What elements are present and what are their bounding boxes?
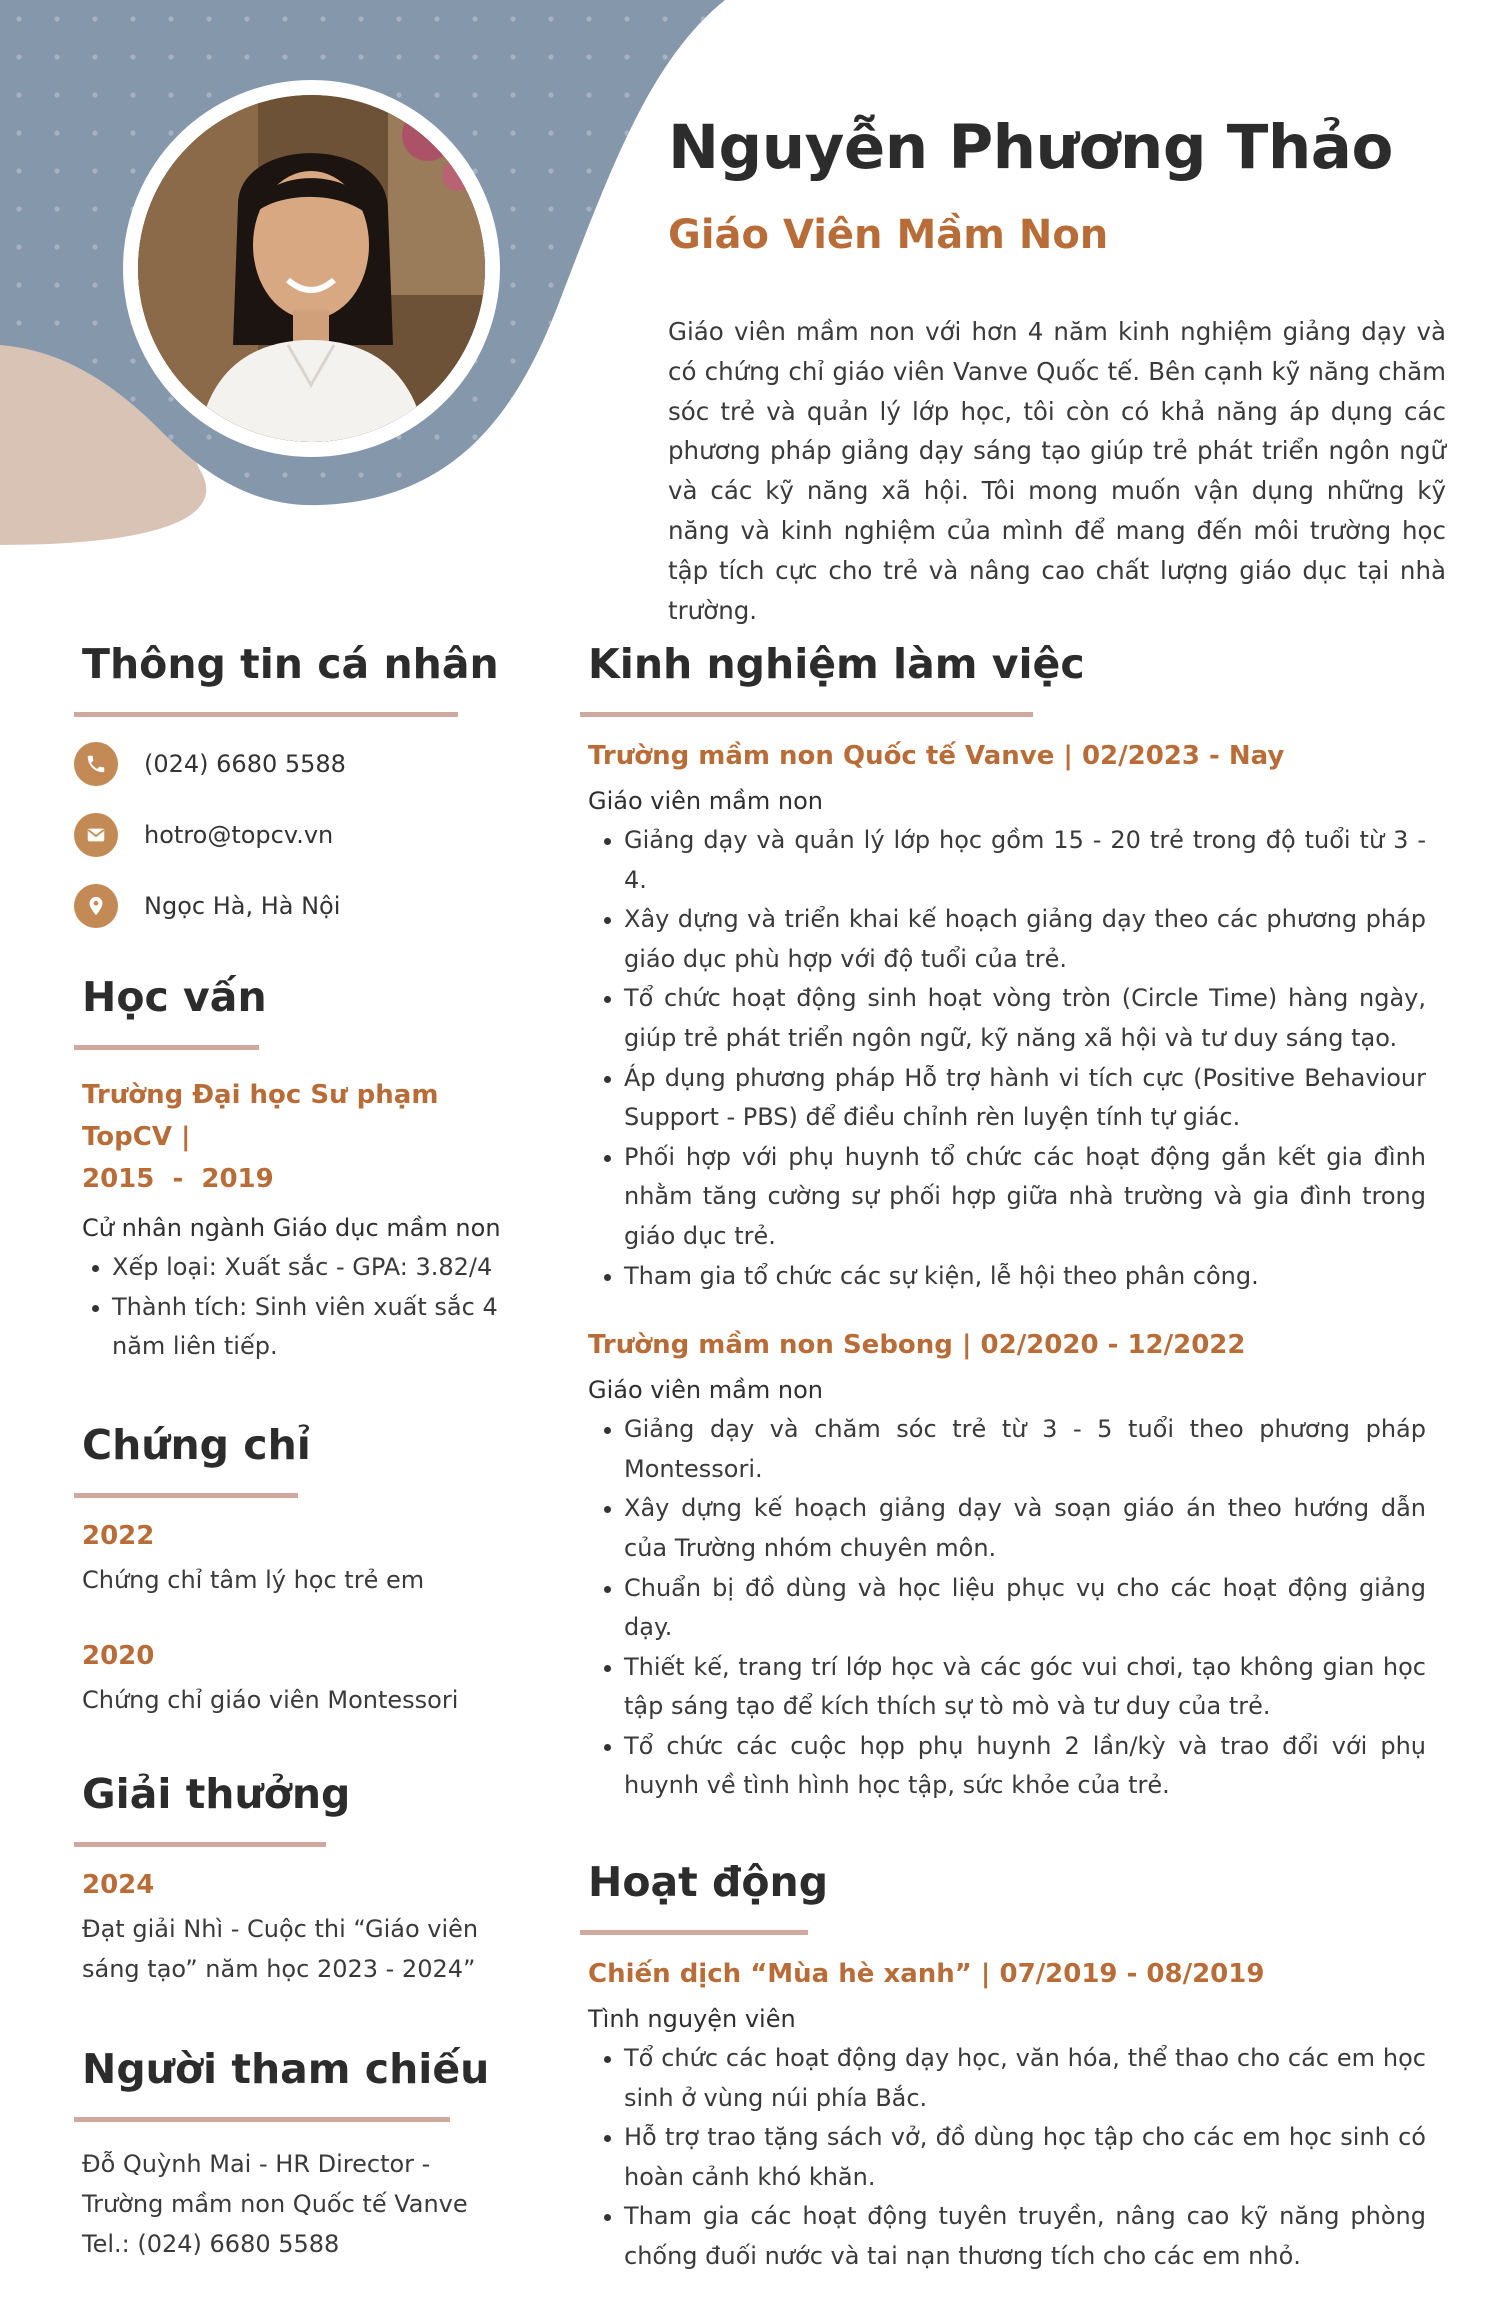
- left-column: [82, 640, 522, 2264]
- section-heading: Chứng chỉ: [82, 1420, 311, 1469]
- references-section: [82, 2045, 522, 2264]
- certificates-section: [82, 1421, 522, 1720]
- section-heading: Kinh nghiệm làm việc: [588, 640, 1085, 688]
- activity-role: Tình nguyện viên: [588, 2005, 796, 2034]
- section-heading: Học vấn: [82, 973, 267, 1021]
- experience-section: [588, 640, 1426, 1806]
- location-text: Ngọc Hà, Hà Nội: [144, 892, 341, 920]
- list-item: Xây dựng kế hoạch giảng dạy và soạn giáo án theo hướng dẫn của Trường nhóm chuyên môn.: [588, 1489, 1426, 1568]
- candidate-name: Nguyễn Phương Thảo: [668, 112, 1393, 183]
- list-item: Tổ chức các hoạt động dạy học, văn hóa, thể thao cho các em học sinh ở vùng núi phía Bắc.: [588, 2039, 1426, 2118]
- activities-section: [588, 1858, 1426, 2277]
- education-years: 2015 - 2019: [82, 1164, 274, 1194]
- list-item: Xây dựng và triển khai kế hoạch giảng dạy theo các phương pháp giáo dục phù hợp với độ tuổi của trẻ.: [588, 900, 1426, 979]
- list-item: Phối hợp với phụ huynh tổ chức các hoạt động gắn kết gia đình nhằm tăng cường sự phối hợp giữa nhà trường và gia đình trong giáo dục trẻ.: [588, 1138, 1426, 1257]
- location-pin-icon: [74, 884, 118, 928]
- list-item: Giảng dạy và chăm sóc trẻ từ 3 - 5 tuổi theo phương pháp Montessori.: [588, 1410, 1426, 1489]
- email-text: hotro@topcv.vn: [144, 821, 334, 849]
- contact-location: [82, 883, 522, 929]
- job-bullets: [588, 1410, 1426, 1806]
- list-item: Giảng dạy và quản lý lớp học gồm 15 - 20 trẻ trong độ tuổi từ 3 - 4.: [588, 821, 1426, 900]
- job-entry: [588, 1324, 1426, 1806]
- job-role: Giáo viên mầm non: [588, 1376, 823, 1405]
- section-heading: Thông tin cá nhân: [82, 640, 499, 688]
- personal-info-section: [82, 640, 522, 929]
- section-heading: Người tham chiếu: [82, 2044, 490, 2093]
- certificate-name: Chứng chỉ tâm lý học trẻ em: [82, 1565, 425, 1594]
- reference-line: Tel.: (024) 6680 5588: [82, 2229, 340, 2258]
- list-item: Áp dụng phương pháp Hỗ trợ hành vi tích cực (Positive Behaviour Support - PBS) để điều chỉnh rèn luyện tính tự giác.: [588, 1059, 1426, 1138]
- list-item: Tham gia tổ chức các sự kiện, lễ hội theo phân công.: [588, 1257, 1426, 1297]
- career-summary: Giáo viên mầm non với hơn 4 năm kinh nghiệm giảng dạy và có chứng chỉ giáo viên Vanve Quốc tế. Bên cạnh kỹ năng chăm sóc trẻ và quản lý lớp học, tôi còn có khả năng áp dụng các phương pháp giảng dạy sáng tạo giúp trẻ phát triển ngôn ngữ và các kỹ năng xã hội. Tôi mong muốn vận dụng những kỹ năng và kinh nghiệm của mình để mang đến môi trường học tập tích cực cho trẻ và nâng cao chất lượng giáo dục tại nhà trường.: [668, 317, 1446, 625]
- education-section: [82, 973, 522, 1367]
- phone-text: (024) 6680 5588: [144, 750, 346, 778]
- awards-section: [82, 1770, 522, 1989]
- certificate-year: 2020: [82, 1640, 155, 1671]
- profile-photo: [138, 95, 485, 442]
- job-title: Giáo Viên Mầm Non: [668, 212, 1109, 258]
- certificate-name: Chứng chỉ giáo viên Montessori: [82, 1685, 459, 1714]
- contact-phone: [82, 741, 522, 787]
- list-item: Hỗ trợ trao tặng sách vở, đồ dùng học tập cho các em học sinh có hoàn cảnh khó khăn.: [588, 2118, 1426, 2197]
- list-item: Chuẩn bị đồ dùng và học liệu phục vụ cho các hoạt động giảng dạy.: [588, 1569, 1426, 1648]
- reference-line: Trường mầm non Quốc tế Vanve: [82, 2189, 468, 2218]
- job-org: Trường mầm non Quốc tế Vanve | 02/2023 - Nay: [588, 741, 1285, 771]
- reference-line: Đỗ Quỳnh Mai - HR Director -: [82, 2149, 431, 2178]
- list-item: Tổ chức hoạt động sinh hoạt vòng tròn (Circle Time) hàng ngày, giúp trẻ phát triển ngôn ngữ, kỹ năng xã hội và tư duy sáng tạo.: [588, 979, 1426, 1058]
- right-column: [588, 640, 1426, 2277]
- job-entry: [588, 735, 1426, 1296]
- job-org: Trường mầm non Sebong | 02/2020 - 12/2022: [588, 1330, 1246, 1361]
- job-role: Giáo viên mầm non: [588, 787, 823, 815]
- mail-icon: [74, 813, 118, 857]
- education-bullets: [76, 1248, 522, 1367]
- section-heading: Hoạt động: [588, 1858, 829, 1907]
- contact-email: [82, 812, 522, 858]
- education-degree: Cử nhân ngành Giáo dục mầm non: [82, 1214, 501, 1242]
- list-item: Tổ chức các cuộc họp phụ huynh 2 lần/kỳ và trao đổi với phụ huynh về tình hình học tập, sức khỏe của trẻ.: [588, 1727, 1426, 1806]
- phone-icon: [74, 742, 118, 786]
- education-school: Trường Đại học Sư phạm TopCV |: [82, 1080, 439, 1152]
- list-item: Xếp loại: Xuất sắc - GPA: 3.82/4: [76, 1248, 522, 1288]
- activity-org: Chiến dịch “Mùa hè xanh” | 07/2019 - 08/2019: [588, 1959, 1265, 1990]
- list-item: Thiết kế, trang trí lớp học và các góc vui chơi, tạo không gian học tập sáng tạo để kích thích sự tò mò và tư duy của trẻ.: [588, 1648, 1426, 1727]
- list-item: Thành tích: Sinh viên xuất sắc 4 năm liên tiếp.: [76, 1288, 522, 1367]
- activity-bullets: [588, 2039, 1426, 2277]
- section-heading: Giải thưởng: [82, 1769, 351, 1818]
- certificate-year: 2022: [82, 1520, 155, 1551]
- award-year: 2024: [82, 1869, 155, 1900]
- job-bullets: [588, 821, 1426, 1296]
- list-item: Tham gia các hoạt động tuyên truyền, nâng cao kỹ năng phòng chống đuối nước và tai nạn thương tích cho các em nhỏ.: [588, 2197, 1426, 2276]
- award-name: Đạt giải Nhì - Cuộc thi “Giáo viên sáng tạo” năm học 2023 - 2024”: [82, 1914, 479, 1983]
